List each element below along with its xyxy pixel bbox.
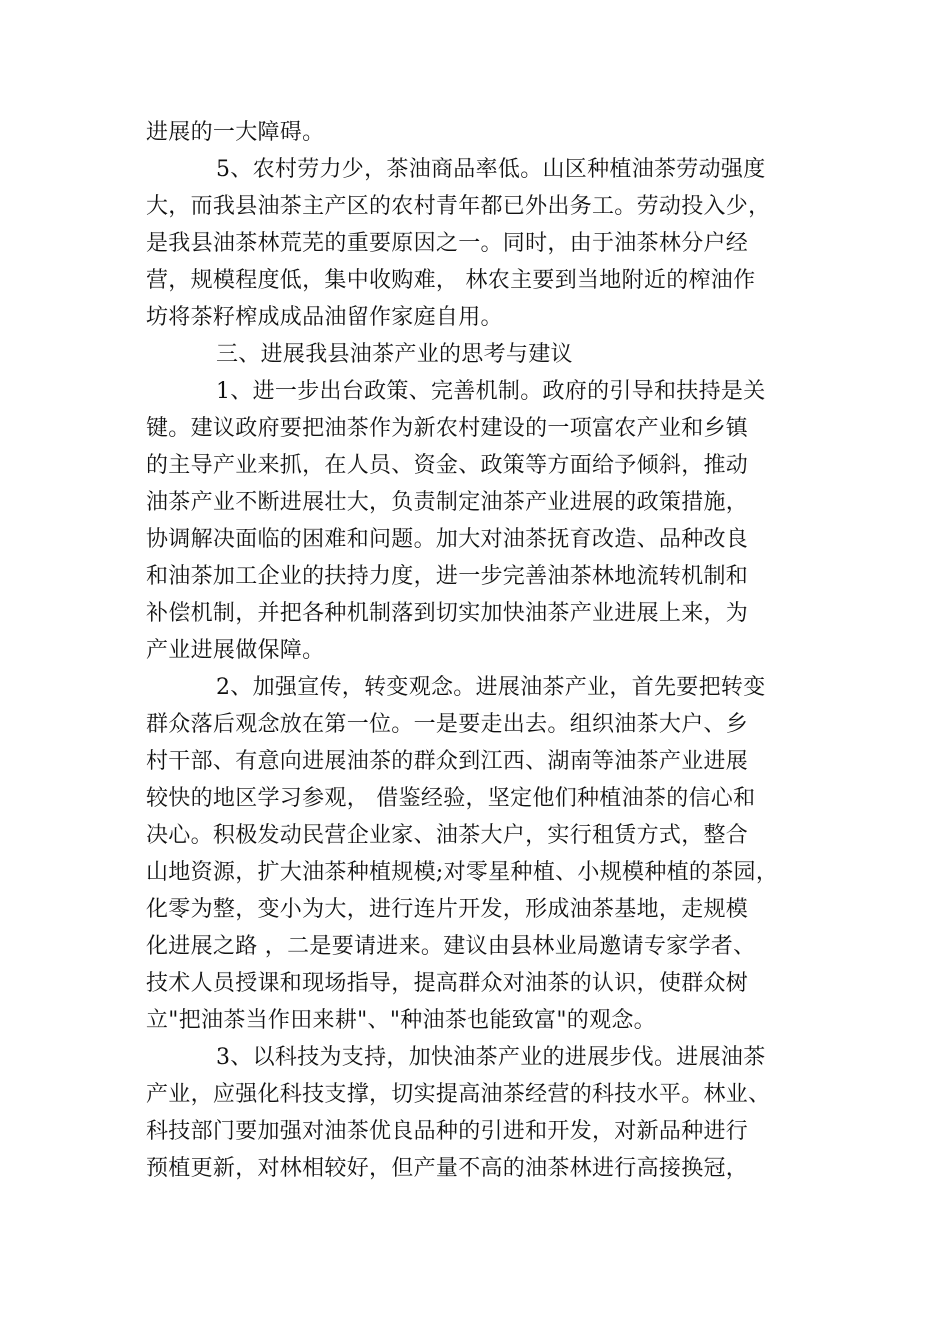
text-line: 2、加强宣传，转变观念。进展油茶产业，首先要把转变 xyxy=(216,675,766,700)
text-line: 产业，应强化科技支撑，切实提高油茶经营的科技水平。林业、 xyxy=(146,1082,771,1107)
text-line: 预植更新，对林相较好，但产量不高的油茶林进行高接换冠， xyxy=(146,1156,749,1181)
text-line: 大，而我县油茶主产区的农村青年都已外出务工。劳动投入少， xyxy=(146,194,771,219)
text-line: 立"把油茶当作田来耕"、"种油茶也能致富"的观念。 xyxy=(146,1008,656,1033)
text-line: 营，规模程度低，集中收购难， 林农主要到当地附近的榨油作 xyxy=(146,268,756,293)
text-line: 进展的一大障碍。 xyxy=(146,120,325,145)
text-line: 化零为整，变小为大，进行连片开发，形成油茶基地，走规模 xyxy=(146,897,749,922)
text-line: 和油茶加工企业的扶持力度，进一步完善油茶林地流转机制和 xyxy=(146,564,749,589)
text-line: 产业进展做保障。 xyxy=(146,638,325,663)
text-line: 坊将茶籽榨成成品油留作家庭自用。 xyxy=(146,305,503,330)
text-line: 山地资源，扩大油茶种植规模;对零星种植、小规模种植的茶园， xyxy=(146,860,779,885)
text-line: 三、进展我县油茶产业的思考与建议 xyxy=(216,342,573,367)
text-line: 技术人员授课和现场指导，提高群众对油茶的认识，使群众树 xyxy=(146,971,749,996)
body-text xyxy=(146,114,806,1187)
text-line: 群众落后观念放在第一位。一是要走出去。组织油茶大户、乡 xyxy=(146,712,749,737)
text-line: 化进展之路 ，二是要请进来。建议由县林业局邀请专家学者、 xyxy=(146,934,756,959)
text-line: 决心。积极发动民营企业家、油茶大户，实行租赁方式，整合 xyxy=(146,823,749,848)
text-line: 科技部门要加强对油茶优良品种的引进和开发，对新品种进行 xyxy=(146,1119,749,1144)
text-line: 村干部、有意向进展油茶的群众到江西、湖南等油茶产业进展 xyxy=(146,749,749,774)
text-line: 是我县油茶林荒芜的重要原因之一。同时，由于油茶林分户经 xyxy=(146,231,749,256)
text-line: 5、农村劳力少，茶油商品率低。山区种植油茶劳动强度 xyxy=(216,157,766,182)
text-line: 较快的地区学习参观， 借鉴经验，坚定他们种植油茶的信心和 xyxy=(146,786,756,811)
text-line: 补偿机制，并把各种机制落到切实加快油茶产业进展上来，为 xyxy=(146,601,749,626)
text-line: 1、进一步出台政策、完善机制。政府的引导和扶持是关 xyxy=(216,379,766,404)
text-line: 键。建议政府要把油茶作为新农村建设的一项富农产业和乡镇 xyxy=(146,416,749,441)
text-line: 3、以科技为支持，加快油茶产业的进展步伐。进展油茶 xyxy=(216,1045,766,1070)
text-line: 协调解决面临的困难和问题。加大对油茶抚育改造、品种改良 xyxy=(146,527,749,552)
text-line: 的主导产业来抓，在人员、资金、政策等方面给予倾斜，推动 xyxy=(146,453,749,478)
text-line: 油茶产业不断进展壮大，负责制定油茶产业进展的政策措施， xyxy=(146,490,749,515)
